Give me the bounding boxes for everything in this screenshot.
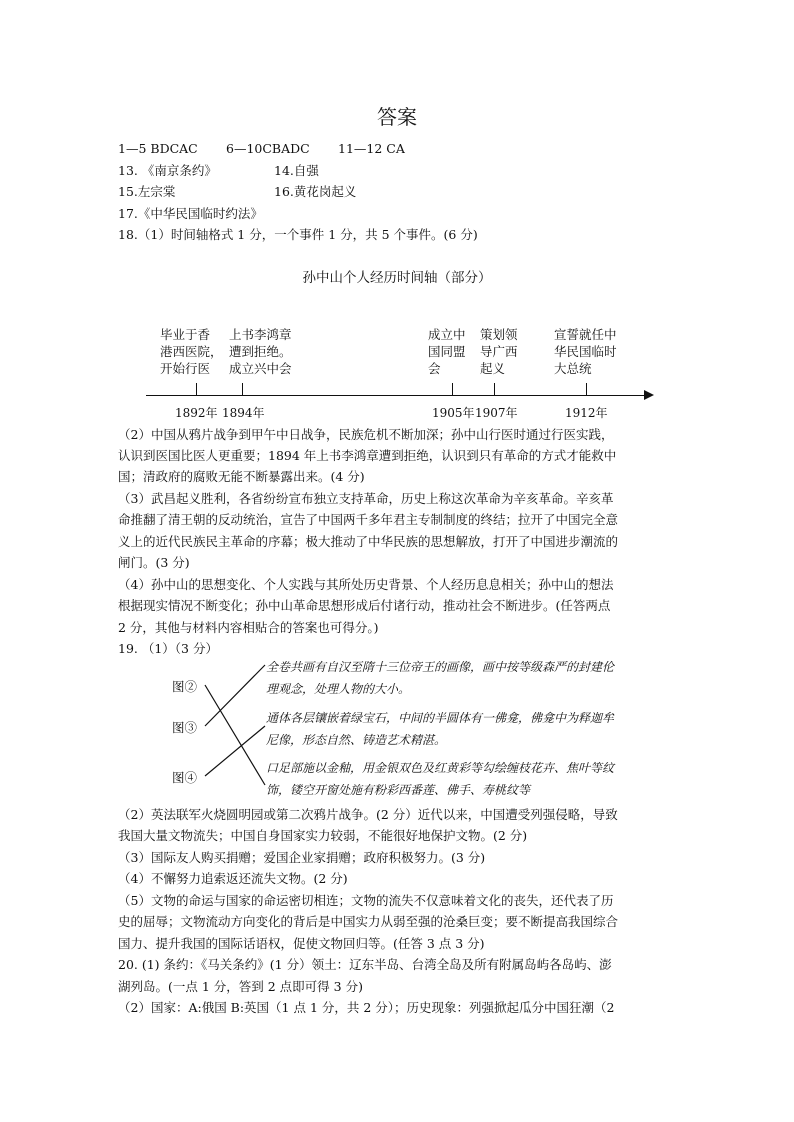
answers-11-12: 11—12 CA — [338, 141, 405, 156]
figure-label-2: 图② — [172, 679, 198, 694]
description-2: 通体各层镶嵌着绿宝石，中间的半圆体有一佛龛，佛龛中为释迦牟 尼像，形态自然、铸造艺术精湛。 — [266, 711, 615, 747]
match-line-3-to-1 — [205, 665, 265, 726]
answer-18-3-line: 闸门。(3 分) — [118, 555, 190, 570]
timeline-event-1892: 毕业于香 港西医院， 开始行医 — [160, 327, 223, 376]
answer-19-line: 史的屈辱；文物流动方向变化的背后是中国实力从弱至强的沧桑巨变；要不断提高我国综合 — [118, 914, 619, 929]
timeline-event-1894: 上书李鸿章 遭到拒绝。 成立兴中会 — [229, 327, 292, 376]
answer-18-4-line: 2 分，其他与材料内容相贴合的答案也可得分。) — [118, 620, 379, 635]
answer-19-line: （5）文物的命运与国家的命运密切相连；文物的流失不仅意味着文化的丧失，还代表了历 — [118, 893, 614, 908]
answer-18-3-line: 命推翻了清王朝的反动统治，宣告了中国两千多年君主专制制度的终结；拉开了中国完全意 — [118, 512, 619, 527]
timeline-year: 1907年 — [475, 406, 518, 420]
answer-15: 15.左宗棠 — [118, 184, 176, 199]
timeline-title: 孙中山个人经历时间轴（部分） — [302, 270, 492, 286]
figure-label-3: 图③ — [172, 720, 198, 735]
page-title: 答案 — [377, 105, 417, 129]
answer-19-line: （4）不懈努力追索返还流失文物。(2 分) — [118, 871, 348, 886]
timeline-event-1907: 策划领 导广西 起义 — [480, 327, 518, 376]
answer-20-line: 20. (1) 条约：《马关条约》(1 分）领土：辽东半岛、台湾全岛及所有附属岛屿各岛屿、澎 — [118, 957, 612, 972]
timeline-year: 1912年 — [565, 406, 608, 420]
answers-1-5: 1—5 BDCAC — [118, 141, 198, 156]
timeline-year: 1905年 — [432, 406, 475, 420]
answer-19-1: 19. （1）（3 分） — [118, 641, 218, 656]
answer-20-line: （2）国家：A:俄国 B:英国（1 点 1 分，共 2 分）；历史现象：列强掀起瓜分中国狂潮（2 — [118, 1000, 615, 1015]
answer-18-4-line: 根据现实情况不断变化；孙中山革命思想形成后付诸行动，推动社会不断进步。(任答两点 — [118, 598, 611, 613]
description-1: 全卷共画有自汉至隋十三位帝王的画像，画中按等级森严的封建伦 理观念，处理人物的大小。 — [266, 660, 615, 696]
answer-18-2-line: 认识到医国比医人更重要；1894 年上书李鸿章遭到拒绝，认识到只有革命的方式才能救中 — [118, 448, 617, 463]
answer-16: 16.黄花岗起义 — [274, 184, 357, 199]
answer-19-line: （3）国际友人购买捐赠；爱国企业家捐赠；政府积极努力。(3 分) — [118, 850, 486, 865]
answer-18-1: 18.（1）时间轴格式 1 分，一个事件 1 分，共 5 个事件。(6 分) — [118, 227, 478, 242]
description-3: 口足部施以金釉，用金银双色及红黄彩等勾绘缠枝花卉、焦叶等纹 饰，镂空开窗处施有粉彩西番莲、佛手、寿桃纹等 — [266, 761, 615, 797]
timeline-event-1905: 成立中 国同盟 会 — [428, 327, 466, 376]
timeline-year: 1892年 — [175, 406, 218, 420]
timeline-year: 1894年 — [222, 406, 265, 420]
figure-label-4: 图④ — [172, 770, 198, 785]
answer-19-line: 我国大量文物流失；中国自身国家实力较弱，不能很好地保护文物。(2 分) — [118, 828, 528, 843]
answer-13: 13. 《南京条约》 — [118, 163, 217, 178]
match-line-2-to-3 — [205, 685, 265, 785]
answer-18-2-line: （2）中国从鸦片战争到甲午中日战争，民族危机不断加深；孙中山行医时通过行医实践， — [118, 427, 614, 442]
timeline-event-1912: 宣誓就任中 华民国临时 大总统 — [554, 327, 617, 376]
answers-6-10: 6—10CBADC — [226, 141, 310, 156]
answer-18-3-line: （3）武昌起义胜利，各省纷纷宣布独立支持革命，历史上称这次革命为辛亥革命。辛亥革 — [118, 491, 614, 506]
match-line-4-to-2 — [205, 726, 265, 776]
answer-14: 14.自强 — [274, 163, 319, 178]
answer-20-line: 湖列岛。(一点 1 分，答到 2 点即可得 3 分) — [118, 979, 363, 994]
answer-19-line: 国力、提升我国的国际话语权，促使文物回归等。(任答 3 点 3 分) — [118, 936, 485, 951]
answer-19-line: （2）英法联军火烧圆明园或第二次鸦片战争。(2 分）近代以来，中国遭受列强侵略，导致 — [118, 807, 618, 822]
answer-18-2-line: 国；清政府的腐败无能不断暴露出来。(4 分) — [118, 469, 365, 484]
answer-18-3-line: 义上的近代民族民主革命的序幕；极大推动了中华民族的思想解放，打开了中国进步潮流的 — [118, 534, 619, 549]
answer-18-4-line: （4）孙中山的思想变化、个人实践与其所处历史背景、个人经历息息相关；孙中山的想法 — [118, 577, 614, 592]
answer-17: 17.《中华民国临时约法》 — [118, 206, 263, 221]
